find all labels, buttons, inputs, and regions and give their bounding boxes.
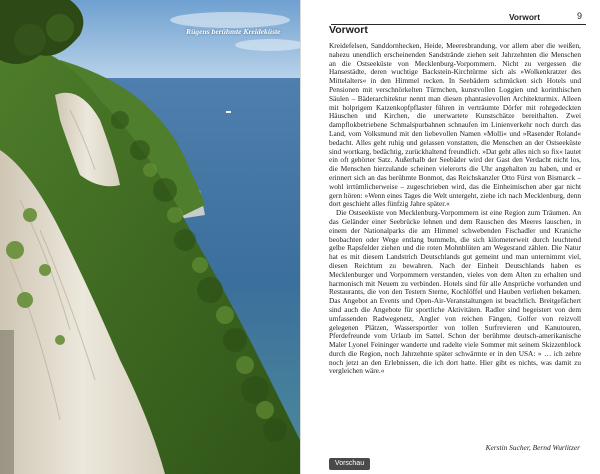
author-signature: Kerstin Sucher, Bernd Wurlitzer [485,443,580,452]
preview-button[interactable]: Vorschau [329,458,370,470]
page-number: 9 [576,11,582,21]
body-text [329,42,581,376]
chapter-heading: Vorwort [329,24,368,36]
running-head [331,10,586,25]
running-head-title: Vorwort [508,12,540,22]
photo-caption: Rügens berühmte Kreideküste [186,27,281,36]
paragraph: Kreidefelsen, Sanddornhecken, Heide, Meeresbrandung, vor allem aber die weißen, nahezu unendlich erscheinenden Sandstrände ziehen seit Jahrzehnten die Menschen an die Ostseeküste von Mecklenburg-Vorpommern. Nicht zu vergessen die Hansestädte, deren wuchtige Backstein-Kirchtürme sich als »Wolkenkratzer des Mittelalters« in den Himmel recken. In Seebädern schmücken sich Hotels und Pensionen mit verschnörkelten Türmchen, kunstvollen Loggien und korinthischen Säulen – Bäderarchitektur nennt man diesen phantasievollen Architekturmix. Alleen mit holprigem Katzenkopfpflaster führen in verträumte Dörfer mit rohrgedeckten Häuschen und Kirchen, die unerwartete Kunstschätze bereithalten. Zwei dampflokbetriebene Schmalspurbahnen schnaufen im Linienverkehr noch durch das Land, vom Volksmund mit den liebevollen Namen »Molli« und »Rasender Roland« bedacht. Alles geht ruhig und gelassen vonstatten, die Menschen an der Ostseeküste sind wortkarg, bedächtig, zurückhaltend freundlich. »Dat geht alles nich so fix« lautet ein oft gehörter Satz. Außerhalb der Seebäder wird der Gast den Verdacht nicht los, die Menschen hierzulande scheinen vielerorts die Uhr angehalten zu haben, und er erinnert sich an das berühmte Bonmot, das Reichskanzler Otto Fürst von Bismarck – wohl irrtümlicherweise – zugeschrieben wird, das die Einheimischen aber gar nicht gern hören: »Wenn eines Tages die Welt untergeht, ziehe ich nach Mecklenburg, denn dort geschieht alles fünfzig Jahre später.« [329,41,581,209]
paragraph: Die Ostseeküste von Mecklenburg-Vorpommern ist eine Region zum Träumen. An das Geländer einer Seebrücke lehnen und dem Rauschen des Meeres lauschen, in einem der Nationalparks die am Himmel schwebenden Fischadler und Kraniche beobachten oder Wege entlang bummeln, die sich kilometerweit durch leuchtend gelbe Rapsfelder ziehen und die roten Mohnblüten am Wegesrand zählen. Die Natur hat es mit diesem Landstrich Deutschlands gut gemeint und man unternimmt viel, diesen Reichtum zu bewahren. Nach der Einheit Deutschlands haben es Mecklenburger und Vorpommern verstanden, vieles von dem Alten zu erhalten und harmonisch mit Neuem zu verbinden. Hotels sind für alle Ansprüche vorhanden und Restaurants, die von den Testern Sterne, Kochlöffel und Hauben verliehen bekamen. Das Angebot an Events und Open-Air-Veranstaltungen ist beachtlich. Breitgefächert sind auch die Angebote für sportliche Aktivitäten. Radler sind begeistert von dem umfassenden Radwegenetz, Angler von reichen Fängen, Golfer von reizvoll gelegenen Plätzen, Wassersportler von tollen Surfrevieren und Kanutouren, Pferdefreunde vom Urlaub im Sattel. Schon der berühmte deutsch-amerikanische Maler Lyonel Feininger wanderte und radelte viele Sommer mit seinem Skizzenblock durch die Region, noch Jahrzehnte später schwärmte er in den USA: » … ich zehre noch jetzt an den Erlebnissen, die ich dort hatte. Hier gibt es nichts, was damit zu vergleichen wäre.« [329,208,581,376]
text-page [300,0,600,474]
